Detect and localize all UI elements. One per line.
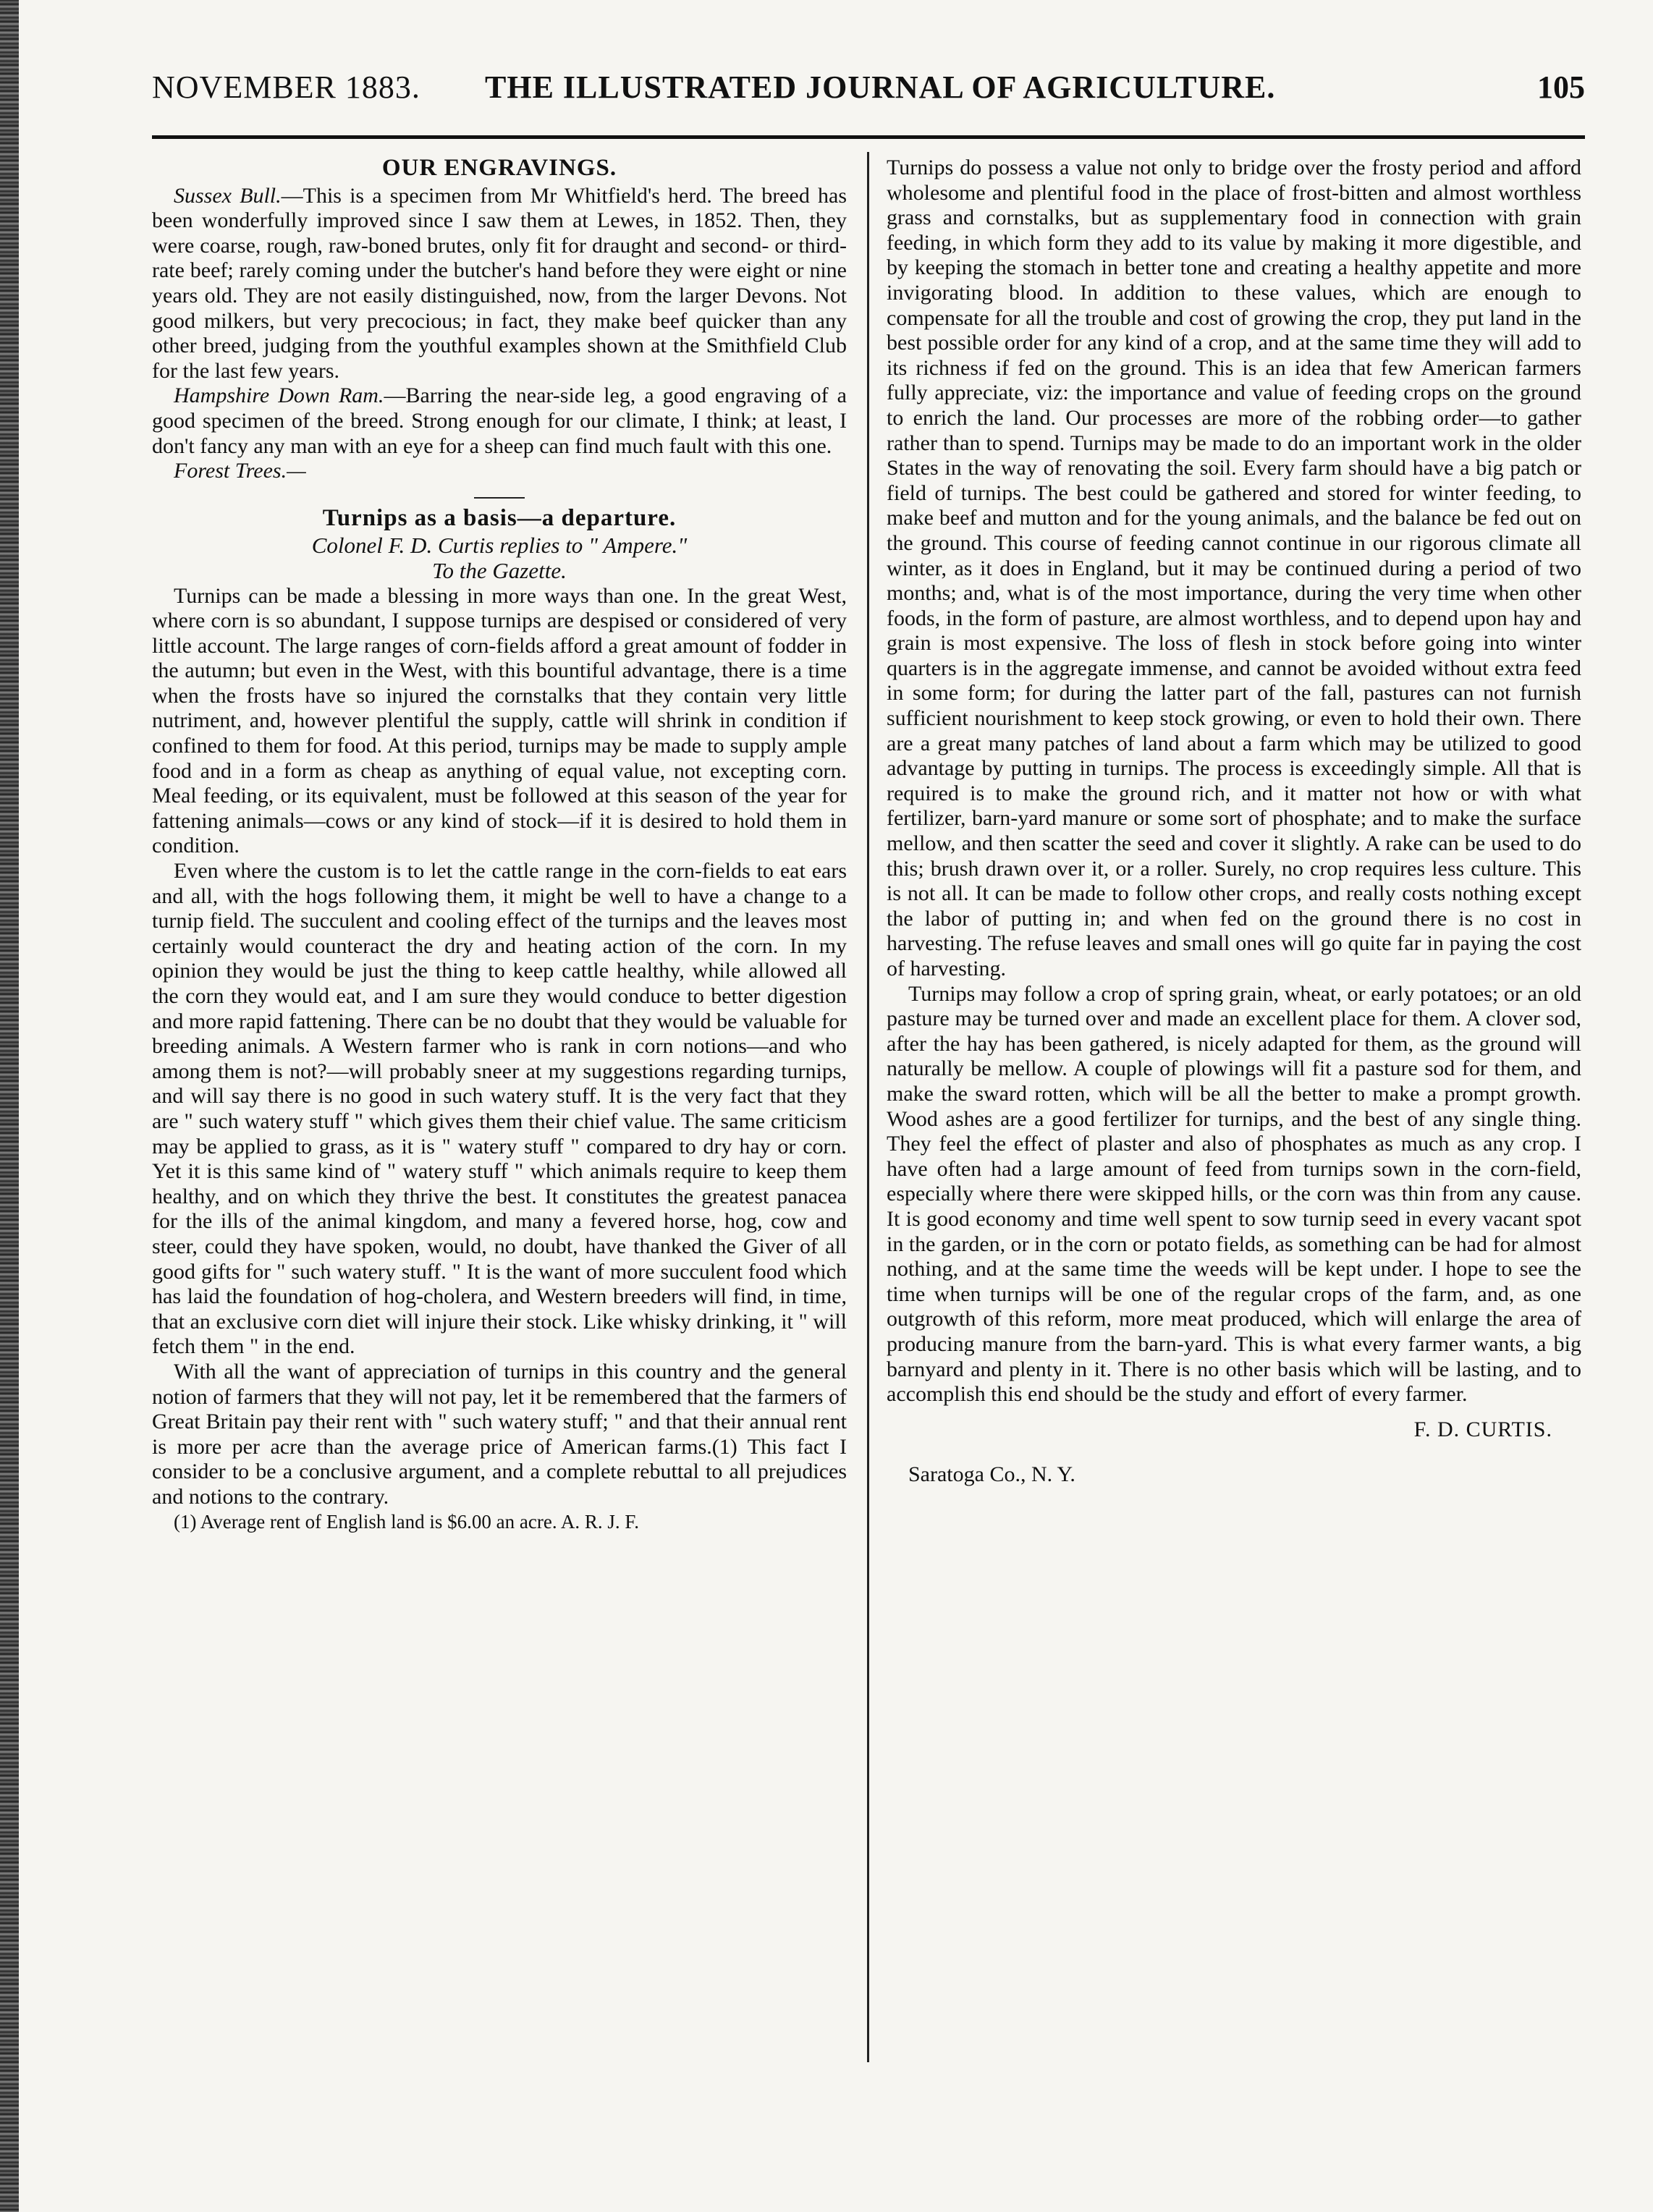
sussex-paragraph — [152, 184, 847, 384]
article-addressee: To the Gazette. — [432, 557, 567, 583]
article-paragraph: Turnips do possess a value not only to bridge over the frosty period and afford wholesome and plentiful food in the place of frost-bitten and almost worthless grass and cornstalks, but as supplementary food in connection with grain feeding, in which form they add to its value by making it more digestible, and by keeping the stomach in better tone and creating a healthy appetite and more invigorating blood. In addition to these values, which are enough to compensate for all the trouble and cost of growing the crop, they put land in the best possible order for any kind of a crop, and at the same time they will add to its richness if fed on the ground. This is an idea that few American farmers fully appreciate, viz: the importance and value of feeding crops on the ground to enrich the land. Our processes are more of the robbing order—to gather rather than to spend. Turnips may be made to do an important work in the older States in the way of renovating the soil. Every farm should have a big patch or field of turnips. The best could be gathered and stored for winter feeding, to make beef and mutton and for the young animals, and the balance be fed out on the ground. This course of feeding cannot continue in our rigorous climate all winter, as it does in England, but it may be continued during a period of two months; and, what is of the most importance, during the very time when other foods, in the form of pasture, are almost worthless, and to depend upon hay and grain is most expensive. The loss of flesh in stock before going into winter quarters is in the aggregate immense, and cannot be avoided without extra feed in some form; for during the latter part of the fall, pastures can not furnish sufficient nourishment to keep stock growing, or even to hold their own. There are a great many patches of land about a farm which may be utilized to good advantage by putting in turnips. The process is exceedingly simple. All that is required is to make the ground rich, and it matter not how or with what fertilizer, barn-yard manure or some sort of phosphate; and to make the surface mellow, and then scatter the seed and cover it slightly. A rake can be used to do this; brush drawn over it, or a roller. Surely, no crop requires less culture. This is not all. It can be made to follow other crops, and really costs nothing except the labor of putting in; and when fed on the ground there is no cost in harvesting. The refuse leaves and small ones will go quite far in paying the cost of harvesting. — [887, 156, 1581, 980]
journal-title: THE ILLUSTRATED JOURNAL OF AGRICULTURE. — [485, 69, 1276, 105]
scan-edge — [0, 0, 19, 2212]
hampshire-paragraph — [152, 384, 847, 459]
footnote: (1) Average rent of English land is $6.00 an acre. A. R. J. F. — [174, 1511, 639, 1533]
hampshire-label: Hampshire Down Ram. — [174, 384, 384, 408]
page-number: 105 — [1537, 69, 1585, 105]
forest-paragraph — [152, 459, 847, 484]
author-signature: F. D. CURTIS. — [1413, 1417, 1552, 1441]
sussex-text: —This is a specimen from Mr Whitfield's herd. The breed has been wonderfully improved since I saw them at Lewes, in 1852. Then, they were coarse, rough, raw-boned brutes, only fit for draught and second- or third-rate beef; rarely coming under the butcher's hand before they were eight or nine years old. They are not easily distinguished, now, from the larger Devons. Not good milkers, but very precocious; in fact, they make beef quicker than any other breed, judging from the youthful examples shown at the Smithfield Club for the last few years. — [152, 183, 847, 383]
engravings-heading: OUR ENGRAVINGS. — [381, 155, 617, 181]
header-rule — [152, 135, 1585, 139]
issue-date: NOVEMBER 1883. — [152, 69, 420, 105]
article-paragraph: Turnips may follow a crop of spring grain, wheat, or early potatoes; or an old pasture may be turned over and made an excellent place for them. A clover sod, after the hay has been gathered, is nicely adapted for them, as the ground will naturally be mellow. A couple of plowings will fit a pasture sod for them, and make the sward rotten, which will be all the better to make a prompt growth. Wood ashes are a good fertilizer for turnips, and the best of any single thing. They feel the effect of plaster and also of phosphates as much as any crop. I have often had a large amount of feed from turnips sown in the corn-field, especially where there were skipped hills, or the corn was thin from any cause. It is good economy and time well spent to sow turnip seed in every vacant spot in the garden, or in the corn or potato fields, as something can be had for almost nothing, and at the same time the weeds will be kept under. I hope to see the time when turnips will be one of the regular crops of the farm, and, as one outgrowth of this reform, more meat produced, which will enlarge the area of producing manure from the barn-yard. This is what every farmer wants, a big barnyard and plenty in it. There is no other basis which will be lasting, and to accomplish this end should be the study and effort of every farmer. — [887, 981, 1581, 1407]
right-column — [887, 156, 1581, 1488]
article-subheading: Colonel F. D. Curtis replies to " Ampere." — [311, 533, 688, 559]
article-paragraph: With all the want of appreciation of turnips in this country and the general notion of farmers that they will not pay, let it be remembered that the farmers of Great Britain pay their rent with " such watery stuff; " and that their annual rent is more per acre than the average price of American farms.(1) This fact I consider to be a conclusive argument, and a complete rebuttal to all prejudices and notions to the contrary. — [152, 1359, 847, 1509]
section-separator — [474, 497, 525, 499]
article-heading: Turnips as a basis—a departure. — [322, 504, 677, 531]
journal-page — [109, 69, 1585, 1533]
page-header — [109, 69, 1585, 127]
left-column — [152, 156, 847, 1535]
column-divider — [867, 152, 869, 2062]
forest-label: Forest Trees.— — [174, 459, 306, 483]
author-location: Saratoga Co., N. Y. — [908, 1462, 1075, 1487]
sussex-label: Sussex Bull. — [174, 183, 282, 208]
hampshire-text: —Barring the near-side leg, a good engraving of a good specimen of the breed. Strong enough for our climate, I think; at least, I don't fancy any man with an eye for a sheep can find much fault with this one. — [152, 384, 847, 458]
article-paragraph: Turnips can be made a blessing in more ways than one. In the great West, where corn is so abundant, I suppose turnips are despised or considered of very little account. The large ranges of corn-fields afford a great amount of fodder in the autumn; but even in the West, with this bountiful advantage, there is a time when the frosts have so injured the cornstalks that they contain very little nutriment, and, however plentiful the supply, cattle will shrink in condition if confined to them for food. At this period, turnips may be made to supply ample food and in a form as cheap as anything of equal value, not excepting corn. Meal feeding, or its equivalent, must be followed at this season of the year for fattening animals—cows or any kind of stock—if it is desired to hold them in condition. — [152, 583, 847, 858]
article-paragraph: Even where the custom is to let the cattle range in the corn-fields to eat ears and all, with the hogs following them, it might be well to have a change to a turnip field. The succulent and cooling effect of the turnips and the leaves most certainly would counteract the dry and heating action of the corn. In my opinion they would be just the thing to keep cattle healthy, while allowed all the corn they would eat, and I am sure they would conduce to better digestion and more rapid fattening. There can be no doubt that they would be valuable for breeding animals. A Western farmer who is rank in corn notions—and who among them is not?—will probably sneer at my suggestions regarding turnips, and will say there is no good in such watery stuff. It is the very fact that they are " such watery stuff " which gives them their chief value. The same criticism may be applied to grass, as it is " watery stuff " compared to dry hay or corn. Yet it is this same kind of " watery stuff " which animals require to keep them healthy, and on which they thrive the best. It constitutes the greatest panacea for the ills of the animal kingdom, and many a fevered horse, hog, cow and steer, could they have spoken, would, no doubt, have thanked the Giver of all good gifts for " such watery stuff. " It is the want of more succulent food which has laid the foundation of hog-cholera, and Western breeders will find, in time, that an exclusive corn diet will injure their stock. Like whisky drinking, it " will fetch them " in the end. — [152, 859, 847, 1359]
